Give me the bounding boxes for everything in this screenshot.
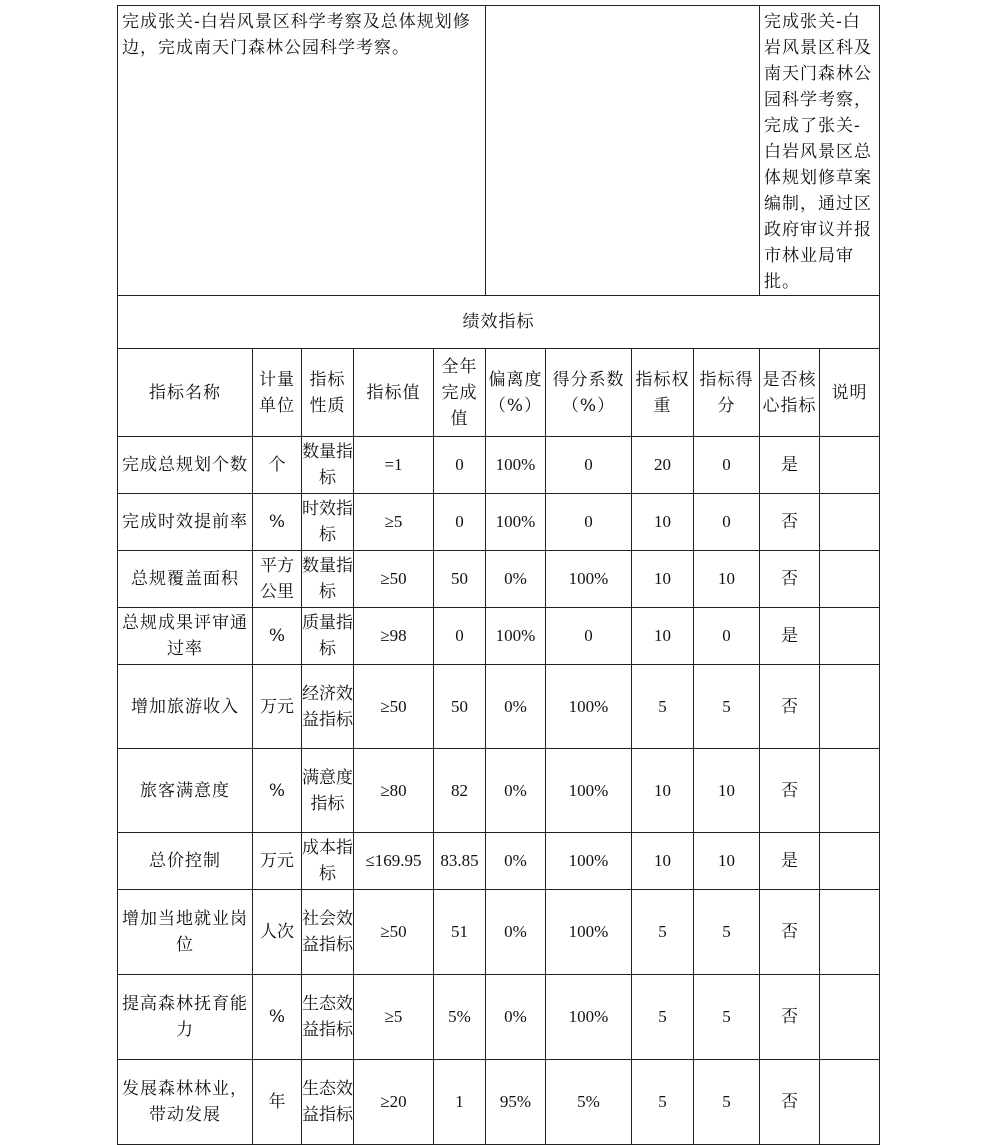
table-row — [118, 890, 880, 975]
cell-nature: 经济效益指标 — [302, 665, 354, 749]
cell-coef: 100% — [546, 749, 632, 833]
header-weight: 指标权重 — [632, 349, 694, 437]
cell-unit: % — [253, 749, 302, 833]
table-row — [118, 608, 880, 665]
cell-score: 10 — [694, 749, 760, 833]
cell-weight: 20 — [632, 437, 694, 494]
cell-name: 完成时效提前率 — [118, 494, 253, 551]
header-deviation: 偏离度（%） — [486, 349, 546, 437]
cell-unit: % — [253, 608, 302, 665]
cell-deviation: 100% — [486, 608, 546, 665]
cell-deviation: 0% — [486, 890, 546, 975]
cell-coef: 0 — [546, 608, 632, 665]
header-coef: 得分系数（%） — [546, 349, 632, 437]
cell-score: 5 — [694, 665, 760, 749]
cell-annual: 51 — [434, 890, 486, 975]
section-title: 绩效指标 — [118, 296, 880, 349]
cell-core: 否 — [760, 665, 820, 749]
cell-name: 增加旅游收入 — [118, 665, 253, 749]
cell-score: 5 — [694, 1060, 760, 1145]
cell-nature: 数量指标 — [302, 437, 354, 494]
cell-score: 0 — [694, 494, 760, 551]
header-note: 说明 — [820, 349, 880, 437]
header-score: 指标得分 — [694, 349, 760, 437]
cell-annual: 50 — [434, 665, 486, 749]
cell-note — [820, 975, 880, 1060]
cell-coef: 100% — [546, 975, 632, 1060]
top-row — [118, 6, 880, 296]
cell-name: 旅客满意度 — [118, 749, 253, 833]
cell-value: ≥50 — [354, 551, 434, 608]
cell-deviation: 95% — [486, 1060, 546, 1145]
cell-weight: 10 — [632, 749, 694, 833]
table-row — [118, 494, 880, 551]
cell-core: 是 — [760, 437, 820, 494]
cell-deviation: 0% — [486, 551, 546, 608]
cell-core: 否 — [760, 551, 820, 608]
cell-name: 总规成果评审通过率 — [118, 608, 253, 665]
cell-note — [820, 437, 880, 494]
cell-value: ≥98 — [354, 608, 434, 665]
header-core: 是否核心指标 — [760, 349, 820, 437]
cell-coef: 100% — [546, 665, 632, 749]
cell-note — [820, 749, 880, 833]
top-left-cell: 完成张关-白岩风景区科学考察及总体规划修边，完成南天门森林公园科学考察。 — [118, 6, 486, 296]
cell-value: ≥5 — [354, 494, 434, 551]
top-right-cell: 完成张关-白岩风景区科及南天门森林公园科学考察，完成了张关-白岩风景区总体规划修草案编制，通过区政府审议并报市林业局审批。 — [760, 6, 880, 296]
cell-nature: 满意度指标 — [302, 749, 354, 833]
cell-name: 总价控制 — [118, 833, 253, 890]
cell-core: 是 — [760, 833, 820, 890]
table-row — [118, 665, 880, 749]
cell-weight: 10 — [632, 608, 694, 665]
cell-note — [820, 551, 880, 608]
table-row — [118, 975, 880, 1060]
cell-value: ≥5 — [354, 975, 434, 1060]
cell-coef: 0 — [546, 437, 632, 494]
cell-coef: 100% — [546, 833, 632, 890]
cell-unit: 个 — [253, 437, 302, 494]
cell-score: 10 — [694, 833, 760, 890]
cell-unit: 万元 — [253, 833, 302, 890]
cell-value: ≥50 — [354, 665, 434, 749]
cell-nature: 社会效益指标 — [302, 890, 354, 975]
section-title-row — [118, 296, 880, 349]
cell-unit: 平方公里 — [253, 551, 302, 608]
cell-unit: 人次 — [253, 890, 302, 975]
cell-name: 提高森林抚育能力 — [118, 975, 253, 1060]
cell-name: 完成总规划个数 — [118, 437, 253, 494]
cell-weight: 5 — [632, 1060, 694, 1145]
cell-deviation: 0% — [486, 665, 546, 749]
cell-core: 否 — [760, 749, 820, 833]
cell-annual: 5% — [434, 975, 486, 1060]
cell-core: 是 — [760, 608, 820, 665]
table-row — [118, 551, 880, 608]
cell-deviation: 100% — [486, 494, 546, 551]
cell-unit: % — [253, 494, 302, 551]
cell-deviation: 100% — [486, 437, 546, 494]
cell-nature: 质量指标 — [302, 608, 354, 665]
header-annual: 全年完成值 — [434, 349, 486, 437]
cell-note — [820, 1060, 880, 1145]
cell-name: 发展森林林业，带动发展 — [118, 1060, 253, 1145]
cell-nature: 成本指标 — [302, 833, 354, 890]
cell-deviation: 0% — [486, 975, 546, 1060]
cell-core: 否 — [760, 494, 820, 551]
header-unit: 计量单位 — [253, 349, 302, 437]
cell-core: 否 — [760, 975, 820, 1060]
cell-note — [820, 665, 880, 749]
cell-score: 0 — [694, 437, 760, 494]
cell-annual: 0 — [434, 494, 486, 551]
cell-note — [820, 833, 880, 890]
cell-weight: 10 — [632, 833, 694, 890]
cell-annual: 0 — [434, 437, 486, 494]
cell-core: 否 — [760, 890, 820, 975]
header-name: 指标名称 — [118, 349, 253, 437]
cell-annual: 82 — [434, 749, 486, 833]
cell-unit: 万元 — [253, 665, 302, 749]
cell-annual: 0 — [434, 608, 486, 665]
table-row — [118, 749, 880, 833]
cell-weight: 10 — [632, 551, 694, 608]
cell-deviation: 0% — [486, 749, 546, 833]
cell-deviation: 0% — [486, 833, 546, 890]
cell-coef: 100% — [546, 890, 632, 975]
cell-coef: 5% — [546, 1060, 632, 1145]
table-row — [118, 1060, 880, 1145]
cell-annual: 1 — [434, 1060, 486, 1145]
cell-note — [820, 890, 880, 975]
cell-score: 0 — [694, 608, 760, 665]
cell-nature: 生态效益指标 — [302, 1060, 354, 1145]
cell-score: 5 — [694, 975, 760, 1060]
cell-value: ≥80 — [354, 749, 434, 833]
cell-annual: 50 — [434, 551, 486, 608]
table-row — [118, 437, 880, 494]
cell-note — [820, 608, 880, 665]
cell-value: ≤169.95 — [354, 833, 434, 890]
performance-table — [117, 5, 880, 1145]
cell-weight: 5 — [632, 975, 694, 1060]
cell-nature: 生态效益指标 — [302, 975, 354, 1060]
cell-name: 总规覆盖面积 — [118, 551, 253, 608]
top-middle-cell — [486, 6, 760, 296]
cell-nature: 时效指标 — [302, 494, 354, 551]
cell-coef: 0 — [546, 494, 632, 551]
cell-value: ≥50 — [354, 890, 434, 975]
cell-weight: 5 — [632, 890, 694, 975]
cell-core: 否 — [760, 1060, 820, 1145]
cell-score: 5 — [694, 890, 760, 975]
cell-unit: % — [253, 975, 302, 1060]
cell-value: =1 — [354, 437, 434, 494]
cell-coef: 100% — [546, 551, 632, 608]
table-row — [118, 833, 880, 890]
cell-value: ≥20 — [354, 1060, 434, 1145]
cell-weight: 5 — [632, 665, 694, 749]
cell-annual: 83.85 — [434, 833, 486, 890]
cell-unit: 年 — [253, 1060, 302, 1145]
cell-nature: 数量指标 — [302, 551, 354, 608]
cell-name: 增加当地就业岗位 — [118, 890, 253, 975]
cell-note — [820, 494, 880, 551]
header-value: 指标值 — [354, 349, 434, 437]
header-row — [118, 349, 880, 437]
header-nature: 指标性质 — [302, 349, 354, 437]
cell-score: 10 — [694, 551, 760, 608]
cell-weight: 10 — [632, 494, 694, 551]
